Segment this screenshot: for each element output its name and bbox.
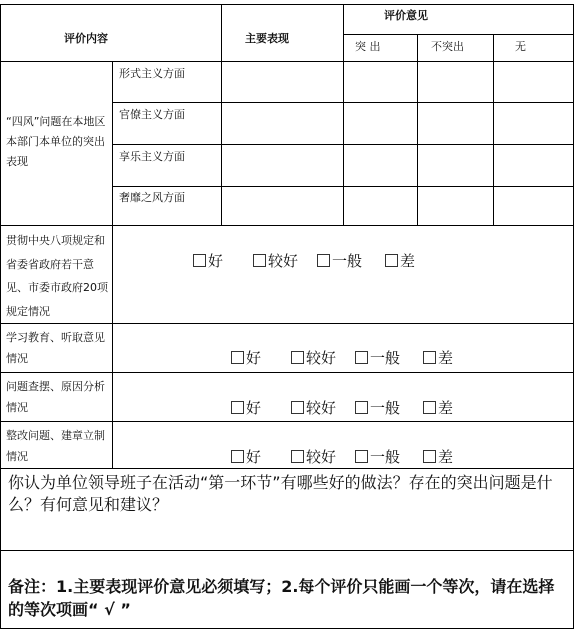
- rating-option-average[interactable]: 一般: [355, 447, 400, 467]
- header-eval-opinion: 评价意见: [384, 9, 428, 22]
- grid-line: [0, 4, 573, 5]
- header-outstanding: 突 出: [355, 40, 381, 53]
- checkbox-icon: [193, 254, 206, 267]
- checkbox-icon: [253, 254, 266, 267]
- checkbox-icon: [231, 351, 244, 364]
- grid-line: [221, 4, 222, 225]
- rating-option-average[interactable]: 一般: [355, 348, 400, 368]
- rating-option-poor[interactable]: 差: [423, 348, 453, 368]
- rating-option-poor[interactable]: 差: [423, 447, 453, 467]
- grid-line: [493, 34, 494, 225]
- grid-line: [0, 550, 573, 551]
- four-winds-item: 形式主义方面: [119, 67, 185, 80]
- header-main-performance: 主要表现: [245, 32, 289, 45]
- grid-line: [343, 4, 344, 225]
- grid-line: [0, 372, 573, 373]
- rating-option-good[interactable]: 好: [193, 251, 223, 271]
- rating-row-label: 问题查摆、原因分析情况: [6, 380, 105, 414]
- grid-line: [0, 323, 573, 324]
- checkbox-icon: [291, 401, 304, 414]
- grid-line: [0, 628, 573, 629]
- rating-option-fairly-good[interactable]: 较好: [253, 251, 298, 271]
- grid-line: [417, 34, 418, 225]
- header-eval-content: 评价内容: [64, 32, 108, 45]
- grid-line: [0, 4, 1, 629]
- rating-option-fairly-good[interactable]: 较好: [291, 447, 336, 467]
- grid-line: [343, 34, 573, 35]
- remark-text: 备注：1.主要表现评价意见必须填写；2.每个评价只能画一个等次，请在选择的等次项画“ √ ”: [8, 577, 555, 619]
- header-none: 无: [515, 40, 526, 53]
- checkbox-icon: [291, 351, 304, 364]
- grid-line: [0, 225, 573, 226]
- rating-option-average[interactable]: 一般: [317, 251, 362, 271]
- grid-line: [0, 468, 573, 469]
- header-not-outstanding: 不突出: [431, 40, 464, 53]
- checkbox-icon: [291, 450, 304, 463]
- rating-option-poor[interactable]: 差: [385, 251, 415, 271]
- rating-option-average[interactable]: 一般: [355, 398, 400, 418]
- checkbox-icon: [317, 254, 330, 267]
- rating-row-label: 贯彻中央八项规定和省委省政府若干意见、市委市政府20项规定情况: [6, 234, 108, 318]
- rating-option-fairly-good[interactable]: 较好: [291, 398, 336, 418]
- four-winds-item: 享乐主义方面: [119, 150, 185, 163]
- checkbox-icon: [423, 351, 436, 364]
- four-winds-item: 奢靡之风方面: [119, 191, 185, 204]
- rating-row-label: 学习教育、听取意见情况: [6, 331, 105, 365]
- checkbox-icon: [355, 450, 368, 463]
- rating-row-label: 整改问题、建章立制情况: [6, 429, 105, 463]
- grid-line: [0, 421, 573, 422]
- four-winds-item: 官僚主义方面: [119, 108, 185, 121]
- checkbox-icon: [355, 351, 368, 364]
- checkbox-icon: [385, 254, 398, 267]
- rating-option-poor[interactable]: 差: [423, 398, 453, 418]
- checkbox-icon: [231, 401, 244, 414]
- grid-line: [0, 61, 573, 62]
- rating-option-good[interactable]: 好: [231, 348, 261, 368]
- question-text: 你认为单位领导班子在活动“第一环节”有哪些好的做法？存在的突出问题是什么？有何意见和建议？: [8, 473, 553, 514]
- rating-option-good[interactable]: 好: [231, 447, 261, 467]
- checkbox-icon: [423, 450, 436, 463]
- rating-option-good[interactable]: 好: [231, 398, 261, 418]
- rating-option-fairly-good[interactable]: 较好: [291, 348, 336, 368]
- checkbox-icon: [423, 401, 436, 414]
- grid-line: [112, 61, 113, 468]
- checkbox-icon: [355, 401, 368, 414]
- checkbox-icon: [231, 450, 244, 463]
- four-winds-label: “四风”问题在本地区本部门本单位的突出表现: [6, 115, 106, 168]
